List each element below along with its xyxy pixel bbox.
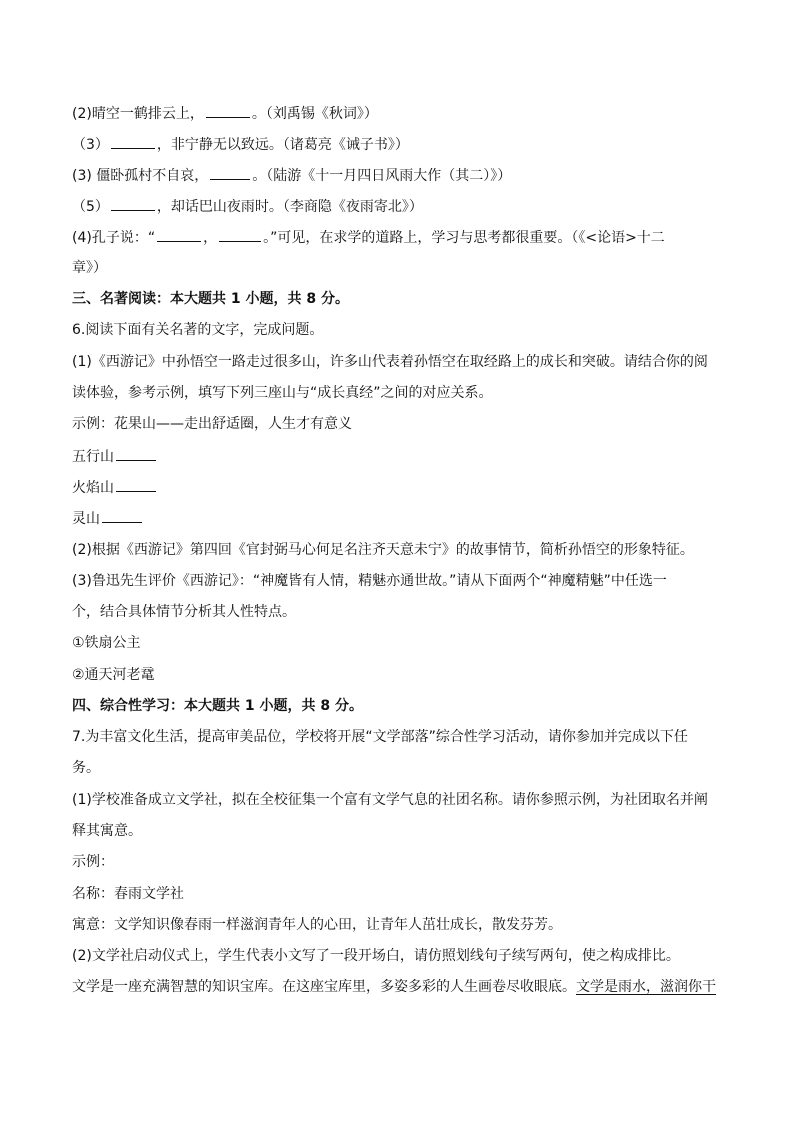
text-line: 释其寓意。 [72,823,142,839]
answer-blank[interactable] [219,227,261,242]
text-line: 名称：春雨文学社 [72,886,184,902]
answer-blank[interactable] [111,196,155,211]
text-line: (2)根据《西游记》第四回《官封弼马心何足名注齐天意未宁》的故事情节，简析孙悟空的形象特征。 [72,542,694,558]
text: （3） [72,137,109,153]
underlined-sentence: 文学是雨水，滋润你干 [576,979,716,995]
text: 灵山 [72,511,100,527]
question-5-3b [72,165,511,186]
answer-blank[interactable] [116,446,156,461]
text-line: 章》） [72,260,107,276]
text: 文学是一座充满智慧的知识宝库。在这座宝库里，多姿多彩的人生画卷尽收眼底。 [72,979,576,995]
text: 。（刘禹锡《秋词》） [251,106,378,122]
text: （5） [72,199,109,215]
mountain-ling [72,508,144,529]
text-line: (1)《西游记》中孙悟空一路走过很多山，许多山代表着孙悟空在取经路上的成长和突破。请结合你的阅 [72,354,708,370]
text-line: 个，结合具体情节分析其人性特点。 [72,604,296,620]
answer-blank[interactable] [210,165,250,180]
question-5-5 [72,196,423,217]
text: (4)孔子说：“ [72,230,156,246]
text: 五行山 [72,449,114,465]
question-5-3 [72,134,409,155]
question-7: 7.为丰富文化生活，提高审美品位，学校将开展“文学部落”综合性学习活动，请你参加并完成以下任 [72,729,688,745]
answer-blank[interactable] [206,103,250,118]
text-line [72,977,716,997]
answer-blank[interactable] [111,134,155,149]
question-6: 6.阅读下面有关名著的文字，完成问题。 [72,322,324,338]
mountain-huoyan [72,477,158,498]
text-line: 务。 [72,760,100,776]
text: (2)晴空一鹤排云上， [72,106,204,122]
option-1: ①铁扇公主 [72,635,141,651]
question-5-2 [72,103,378,124]
text: ， [203,230,218,246]
text: ，非宁静无以致远。（诸葛亮《诫子书》） [156,137,409,153]
text-line: (1)学校准备成立文学社，拟在全校征集一个富有文学气息的社团名称。请你参照示例，为社团取名并阐 [72,792,708,808]
text: 。”可见，在求学的道路上，学习与思考都很重要。（《<论语>十二 [263,230,665,246]
text-line: 示例： [72,854,114,870]
mountain-wuxing [72,446,158,467]
text-line: (3)鲁迅先生评价《西游记》：“神魔皆有人情，精魅亦通世故。”请从下面两个“神魔精魅”中任选一 [72,573,667,589]
option-2: ②通天河老鼋 [72,667,155,683]
text: 。（陆游《十一月四日风雨大作（其二）》） [252,168,512,184]
question-5-4 [72,227,665,248]
text-line: 示例：花果山——走出舒适圈，人生才有意义 [72,416,352,432]
answer-blank[interactable] [157,227,201,242]
answer-blank[interactable] [116,477,156,492]
section-heading-4: 四、综合性学习：本大题共 1 小题，共 8 分。 [72,698,363,714]
section-heading-3: 三、名著阅读：本大题共 1 小题，共 8 分。 [72,291,349,307]
text: ，却话巴山夜雨时。（李商隐《夜雨寄北》） [156,199,423,215]
text-line: 寓意：文学知识像春雨一样滋润青年人的心田，让青年人茁壮成长，散发芬芳。 [72,917,562,933]
text-line: 读体验，参考示例，填写下列三座山与“成长真经”之间的对应关系。 [72,385,493,401]
answer-blank[interactable] [102,508,142,523]
text: (3) 僵卧孤村不自哀， [72,168,209,184]
text-line: (2)文学社启动仪式上，学生代表小文写了一段开场白，请仿照划线句子续写两句，使之构成排比。 [72,948,680,964]
text: 火焰山 [72,480,114,496]
